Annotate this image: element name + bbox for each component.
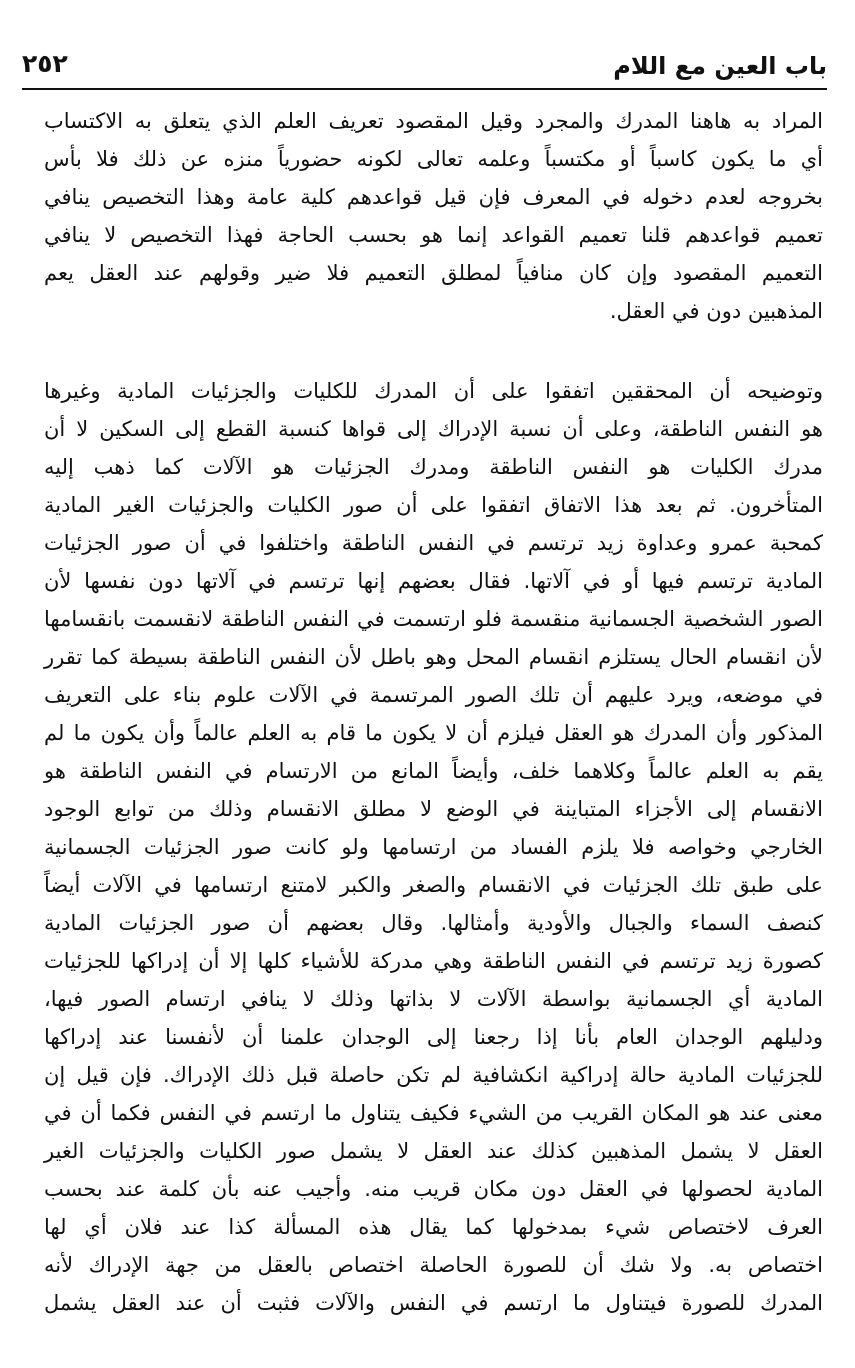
text-line: تعميم قواعدهم قلنا تعميم القواعد إنما هو بحسب الحاجة فهذا التخصيص لا ينافي	[44, 223, 823, 247]
text-line: العقل لا يشمل المذهبين كذلك عند العقل لا يشمل صور الكليات والجزئيات الغير	[44, 1139, 823, 1163]
text-line: المراد به هاهنا المدرك والمجرد وقيل المقصود تعريف العلم الذي يتعلق به الاكتساب	[44, 109, 823, 133]
text-line: المدرك للصورة فيتناول ما ارتسم في النفس والآلات فثبت أن عند العقل يشمل	[44, 1291, 823, 1315]
text-line: المذهبين دون في العقل.	[609, 299, 823, 323]
text-line: هو النفس الناطقة، وعلى أن نسبة الإدراك إلى قواها كنسبة القطع إلى السكين لا أن	[44, 417, 823, 441]
text-line: معنى عند هو المكان القريب من الشيء فكيف يتناول ما ارتسم في النفس فكما أن في	[44, 1101, 823, 1125]
text-line: كمحبة عمرو وعداوة زيد ترتسم في النفس الناطقة واختلفوا في أن صور الجزئيات	[44, 531, 823, 555]
text-line: بخروجه لعدم دخوله في المعرف فإن قيل قواعدهم كلية عامة وهذا التخصيص ينافي	[44, 185, 823, 209]
paragraph-2	[44, 372, 823, 1322]
text-line: الخارجي وخواصه فلا يلزم الفساد من ارتسامها ولو كانت صور الجزئيات الجسمانية	[44, 835, 823, 859]
page-header	[22, 44, 827, 90]
text-line: في موضعه، ويرد عليهم أن تلك الصور المرتسمة في الآلات علوم بناء على التعريف	[44, 683, 823, 707]
text-line: لأن انقسام الحال يستلزم انقسام المحل وهو باطل لأن النفس الناطقة بسيطة كما تقرر	[44, 645, 823, 669]
text-line: التعميم المقصود وإن كان منافياً لمطلق التعميم فلا ضير وقولهم عند العقل يعم	[44, 261, 823, 285]
text-line: اختصاص به. ولا شك أن للصورة الحاصلة اختصاص بالعقل من جهة الإدراك لأنه	[44, 1253, 823, 1277]
text-line: يقم به العلم عالماً وكلاهما خلف، وأيضاً المانع من الارتسام في النفس الناطقة هو	[44, 759, 823, 783]
text-line: أي ما يكون كاسباً أو مكتسباً وعلمه تعالى لكونه حضورياً منزه عن ذلك فلا بأس	[44, 147, 823, 171]
text-line: ودليلهم الوجدان العام بأنا إذا رجعنا إلى الوجدان علمنا أن لأنفسنا عند إدراكها	[44, 1025, 823, 1049]
text-line: كصورة زيد ترتسم في النفس الناطقة وهي مدركة للأشياء كلها إلا أن إدراكها للجزئيات	[44, 949, 823, 973]
chapter-title: باب العين مع اللام	[613, 52, 827, 80]
text-line: المادية لحصولها في العقل دون مكان قريب منه. وأجيب عنه بأن كلمة عند بحسب	[44, 1177, 823, 1201]
text-line: على طبق تلك الجزئيات في الانقسام والصغر والكبر لامتنع ارتسامها في الآلات أيضاً	[44, 873, 823, 897]
text-line: الصور الشخصية الجسمانية منقسمة فلو ارتسمت في النفس الناطقة لانقسمت بانقسامها	[44, 607, 823, 631]
text-line: المتأخرون. ثم بعد هذا الاتفاق اتفقوا على أن صور الكليات والجزئيات الغير المادية	[44, 493, 823, 517]
text-line: مدرك الكليات هو النفس الناطقة ومدرك الجزئيات هو الآلات كما ذهب إليه	[44, 455, 823, 479]
paragraph-1	[44, 102, 823, 330]
text-line: العرف لاختصاص شيء بمدخولها كما يقال هذه المسألة كذا عند فلان أي لها	[44, 1215, 823, 1239]
text-line: الانقسام إلى الأجزاء المتباينة في الوضع لا مطلق الانقسام وذلك من توابع الوجود	[44, 797, 823, 821]
text-line: المذكور وأن المدرك هو العقل فيلزم أن لا يكون ما قام به العلم عالماً وأن يكون ما لم	[44, 721, 823, 745]
text-line: المادية ترتسم فيها أو في آلاتها. فقال بعضهم إنها ترتسم في آلاتها دون نفسها لأن	[44, 569, 823, 593]
text-line: المادية أي الجسمانية بواسطة الآلات لا بذاتها وذلك لا ينافي ارتسام الصور فيها،	[44, 987, 823, 1011]
text-line: وتوضيحه أن المحققين اتفقوا على أن المدرك للكليات والجزئيات المادية وغيرها	[44, 379, 823, 403]
page-number: ٢٥٢	[22, 49, 68, 78]
text-line: كنصف السماء والجبال والأودية وأمثالها. وقال بعضهم أن صور الجزئيات المادية	[44, 911, 823, 935]
text-line: للجزئيات المادية حالة إدراكية انكشافية لم تكن حاصلة قبل ذلك الإدراك. فإن قيل إن	[44, 1063, 823, 1087]
